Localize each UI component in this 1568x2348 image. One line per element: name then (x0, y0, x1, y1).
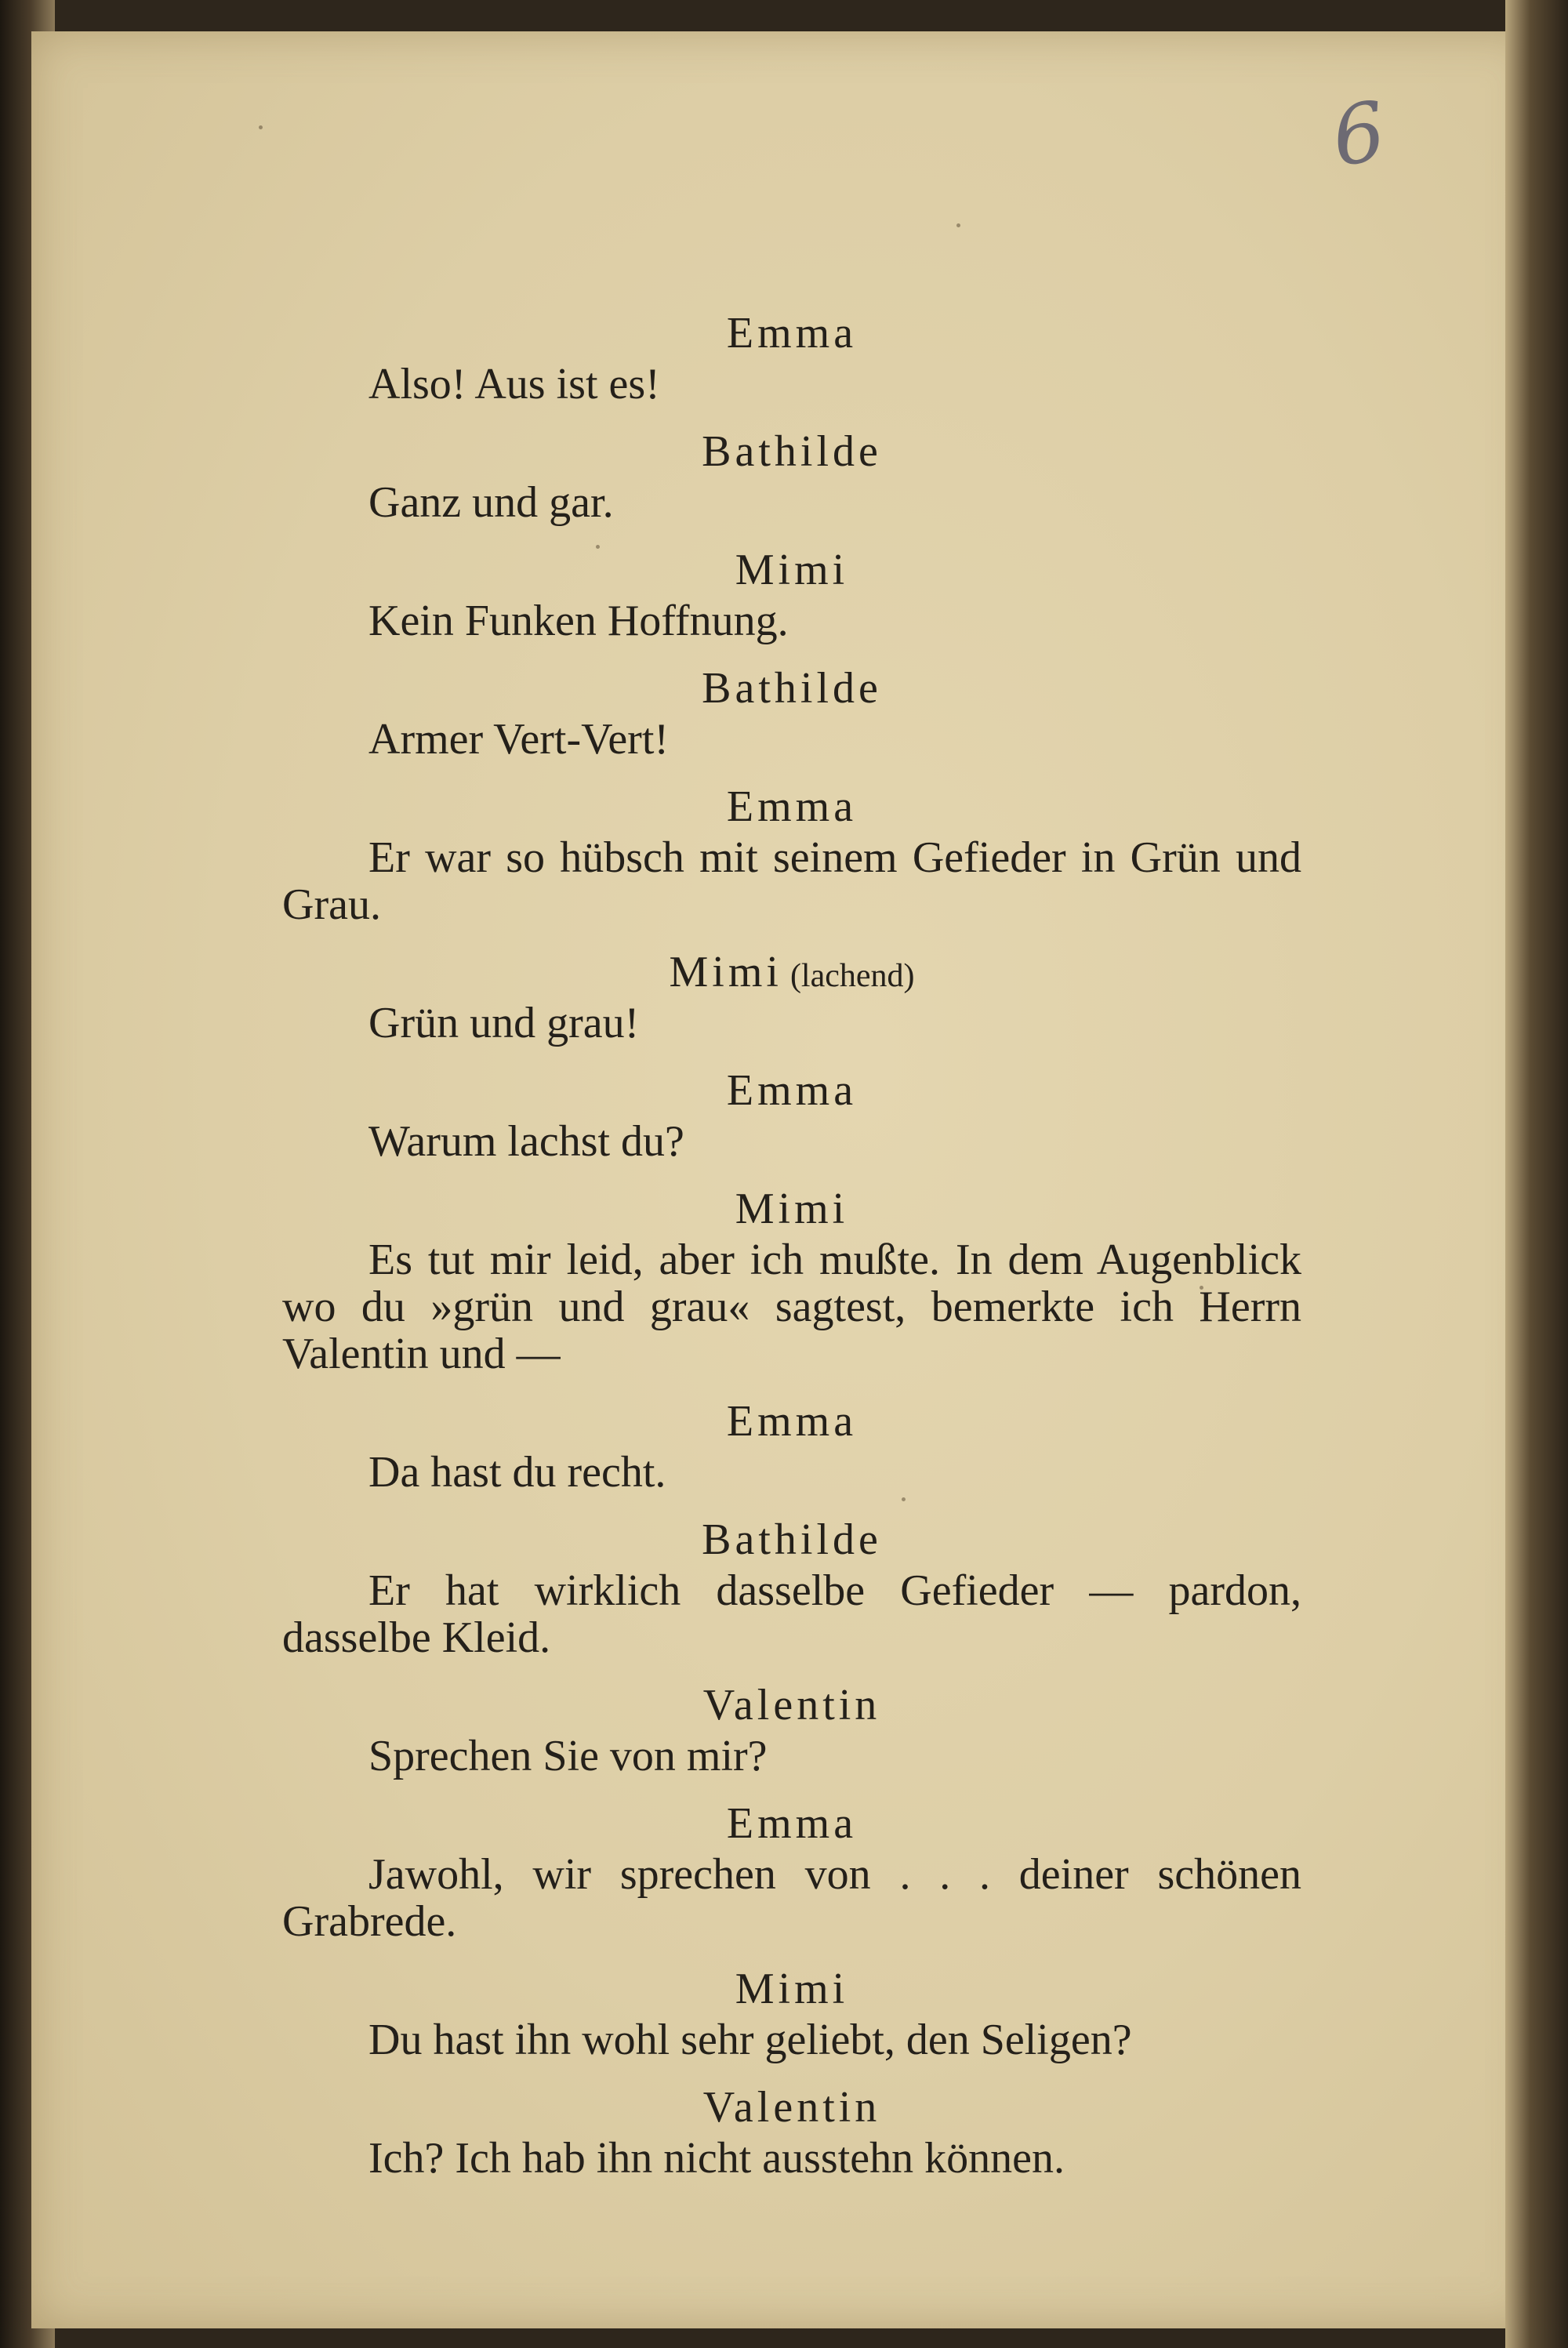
speaker-label: Mimi (735, 1185, 849, 1233)
dialogue-entry (282, 1678, 1301, 1780)
speaker-name (282, 1181, 1301, 1236)
speaker-label: Valentin (702, 2083, 881, 2132)
speaker-name (282, 779, 1301, 834)
speaker-name (282, 1512, 1301, 1567)
speaker-name (282, 1063, 1301, 1118)
dialogue-entry (282, 661, 1301, 763)
dialogue-entry (282, 779, 1301, 928)
paper-speck (259, 125, 263, 129)
dialogue-line: Er hat wirklich dasselbe Gefieder — pardon, dasselbe Kleid. (282, 1566, 1301, 1662)
dialogue-line: Jawohl, wir sprechen von . . . deiner schönen Grabrede. (282, 1850, 1301, 1946)
speaker-name (282, 1962, 1301, 2016)
dialogue-entry (282, 306, 1301, 408)
speaker-name (282, 1394, 1301, 1449)
dialogue-entry (282, 424, 1301, 526)
dialogue-entry (282, 1063, 1301, 1165)
dialogue-line: Ich? Ich hab ihn nicht ausstehn können. (368, 2134, 1065, 2183)
speaker-name (282, 1678, 1301, 1733)
dialogue-line: Warum lachst du? (368, 1117, 684, 1166)
speaker-label: Valentin (702, 1681, 881, 1729)
dialogue-entry (282, 543, 1301, 644)
dialogue-line: Armer Vert-Vert! (368, 715, 670, 764)
dialogue-entry (282, 1962, 1301, 2063)
speaker-label: Bathilde (702, 427, 882, 476)
dialogue-line: Du hast ihn wohl sehr geliebt, den Seligen? (368, 2016, 1132, 2064)
speaker-label: Mimi (735, 546, 849, 594)
speaker-label: Mimi (669, 948, 782, 996)
dialogue-line: Er war so hübsch mit seinem Gefieder in Grün und Grau. (282, 833, 1301, 929)
speaker-label: Bathilde (702, 664, 882, 713)
stage-direction: (lachend) (789, 958, 915, 994)
dialogue-line: Also! Aus ist es! (368, 360, 660, 408)
speaker-name (282, 424, 1301, 479)
dialogue-line: Ganz und gar. (368, 478, 614, 527)
speaker-name (282, 661, 1301, 716)
dialogue-line: Sprechen Sie von mir? (368, 1732, 768, 1780)
dialogue-entry (282, 2080, 1301, 2182)
speaker-name (282, 1796, 1301, 1851)
dialogue-line: Kein Funken Hoffnung. (368, 597, 789, 645)
dialogue-text (282, 306, 1301, 2198)
speaker-label: Bathilde (702, 1515, 882, 1564)
dialogue-entry (282, 1796, 1301, 1945)
page-number: 6 (1326, 82, 1392, 186)
dialogue-line: Grün und grau! (368, 999, 640, 1047)
speaker-label: Mimi (735, 1965, 849, 2013)
dialogue-entry (282, 1512, 1301, 1661)
dialogue-line: Da hast du recht. (368, 1448, 666, 1497)
dialogue-entry (282, 1181, 1301, 1377)
speaker-label: Emma (726, 1397, 858, 1446)
dialogue-entry (282, 1394, 1301, 1496)
page-edge (1505, 0, 1568, 2348)
speaker-label: Emma (726, 309, 858, 357)
speaker-name (282, 945, 1301, 1000)
speaker-label: Emma (726, 1799, 858, 1848)
speaker-name (282, 543, 1301, 597)
dialogue-line: Es tut mir leid, aber ich mußte. In dem Augenblick wo du »grün und grau« sagtest, bemerkte ich Herrn Valentin und — (282, 1236, 1301, 1378)
paper-speck (956, 223, 960, 227)
speaker-name (282, 2080, 1301, 2135)
speaker-label: Emma (726, 1066, 858, 1115)
dialogue-entry (282, 945, 1301, 1047)
speaker-label: Emma (726, 782, 858, 831)
speaker-name (282, 306, 1301, 361)
